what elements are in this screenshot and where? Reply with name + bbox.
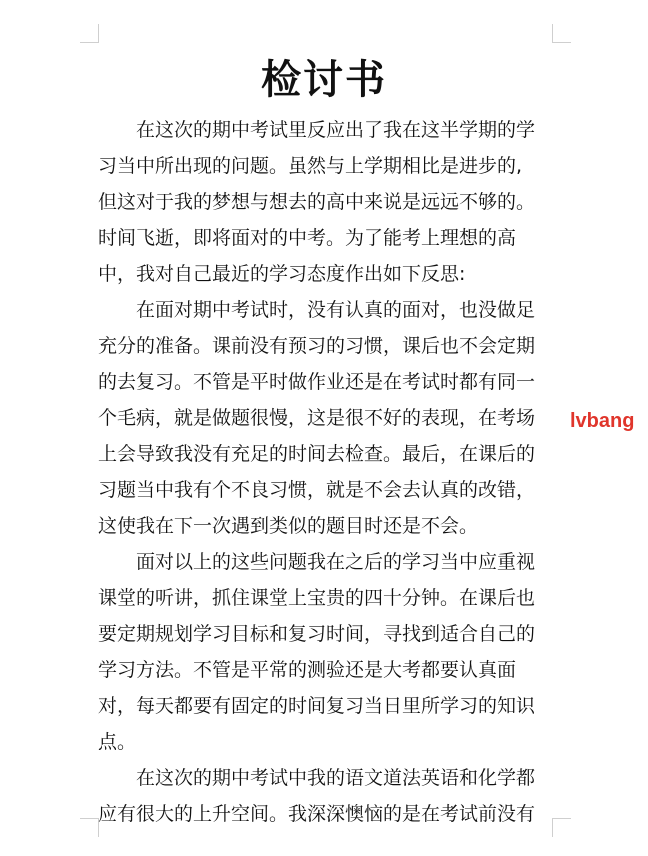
paragraph — [98, 292, 566, 544]
text-line: 这使我在下一次遇到类似的题目时还是不会。 — [98, 515, 479, 537]
text-line: 在面对期中考试时，没有认真的面对，也没做足 — [136, 299, 536, 321]
document-body — [98, 112, 566, 832]
text-line: 对，每天都要有固定的时间复习当日里所学习的知识 — [98, 695, 536, 717]
text-line: 但这对于我的梦想与想去的高中来说是远远不够的。 — [98, 191, 536, 213]
paragraph — [98, 544, 566, 760]
document-title: 检讨书 — [261, 57, 387, 103]
text-line: 充分的准备。课前没有预习的习惯，课后也不会定期 — [98, 335, 536, 357]
text-line: 面对以上的这些问题我在之后的学习当中应重视 — [136, 551, 536, 573]
page-corner-mark-top-right — [552, 24, 571, 43]
text-line: 要定期规划学习目标和复习时间，寻找到适合自己的 — [98, 623, 536, 645]
paragraph — [98, 760, 566, 832]
text-line: 应有很大的上升空间。我深深懊恼的是在考试前没有 — [98, 803, 536, 825]
page-corner-mark-bottom-left — [80, 818, 99, 837]
text-line: 学习方法。不管是平常的测验还是大考都要认真面 — [98, 659, 517, 681]
text-line: 的去复习。不管是平时做作业还是在考试时都有同一 — [98, 371, 536, 393]
paragraph — [98, 112, 566, 292]
text-line: 时间飞逝，即将面对的中考。为了能考上理想的高 — [98, 227, 517, 249]
page-corner-mark-top-left — [80, 24, 99, 43]
text-line: 课堂的听讲，抓住课堂上宝贵的四十分钟。在课后也 — [98, 587, 536, 609]
text-line: 中，我对自己最近的学习态度作出如下反思: — [98, 263, 466, 285]
text-line: 在这次的期中考试里反应出了我在这半学期的学 — [136, 119, 536, 141]
watermark-text: lvbang — [570, 410, 635, 432]
text-line: 习当中所出现的问题。虽然与上学期相比是进步的, — [98, 155, 523, 177]
text-line: 在这次的期中考试中我的语文道法英语和化学都 — [136, 767, 536, 789]
text-line: 上会导致我没有充足的时间去检查。最后，在课后的 — [98, 443, 536, 465]
text-line: 习题当中我有个不良习惯，就是不会去认真的改错， — [98, 479, 536, 501]
text-line: 个毛病，就是做题很慢，这是很不好的表现，在考场 — [98, 407, 536, 429]
text-line: 点。 — [98, 731, 137, 753]
